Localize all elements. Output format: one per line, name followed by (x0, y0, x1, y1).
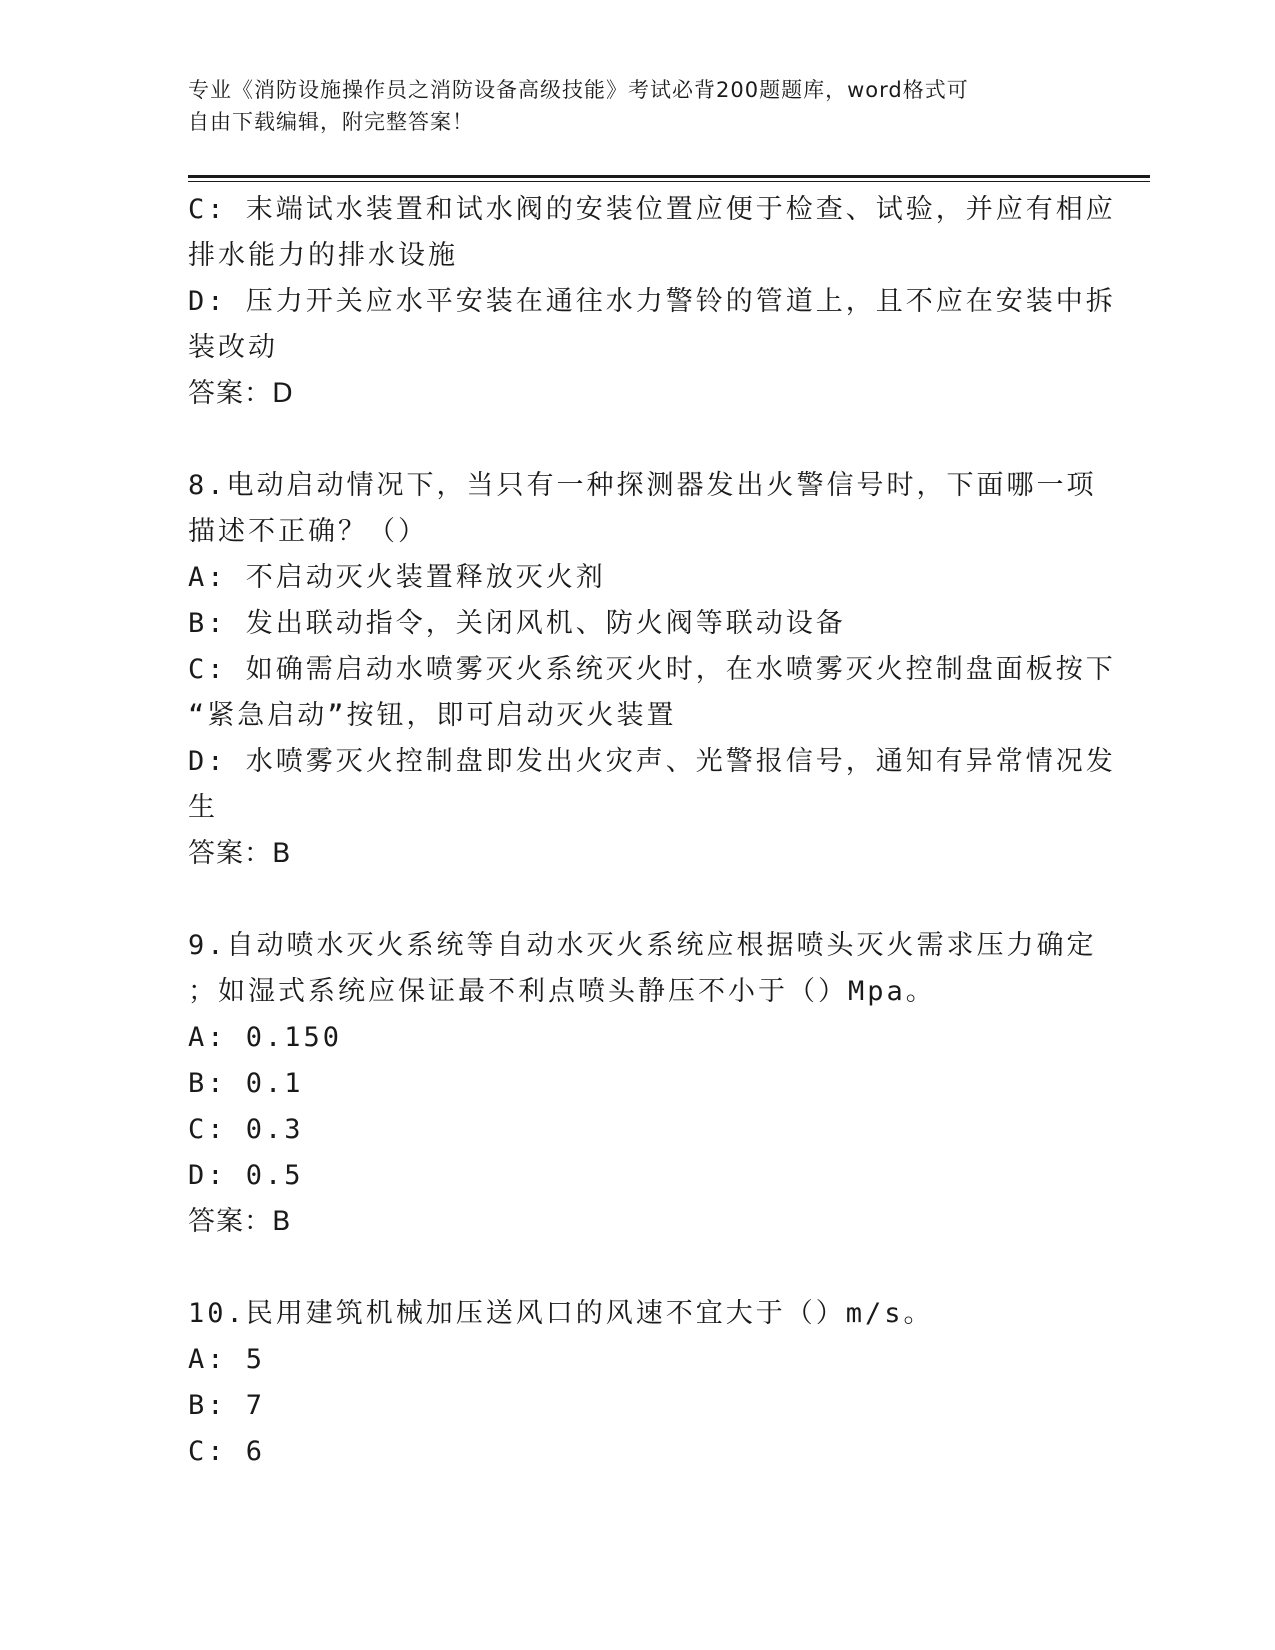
option-c: C: 0.3 (188, 1114, 304, 1145)
question-stem-line-1: 8.电动启动情况下，当只有一种探测器发出火警信号时，下面哪一项 (188, 470, 1097, 501)
option-a: A: 0.150 (188, 1022, 343, 1053)
option-a: A: 5 (188, 1344, 266, 1375)
document-header (188, 74, 1088, 138)
question-stem-line-2: 描述不正确？（） (188, 516, 428, 547)
option-c-line-1: C: 如确需启动水喷雾灭火系统灭火时，在水喷雾灭火控制盘面板按下 (188, 654, 1116, 685)
option-c-line-2: 排水能力的排水设施 (188, 240, 458, 271)
question-stem-line-2: ；如湿式系统应保证最不利点喷头静压不小于（）Mpa。 (188, 976, 936, 1007)
header-rule-thin (188, 181, 1150, 182)
answer-label: 答案：B (188, 838, 292, 869)
option-b: B: 0.1 (188, 1068, 304, 1099)
option-d-line-2: 装改动 (188, 332, 278, 363)
question-stem-line-1: 9.自动喷水灭火系统等自动水灭火系统应根据喷头灭火需求压力确定 (188, 930, 1097, 961)
option-b: B: 发出联动指令，关闭风机、防火阀等联动设备 (188, 608, 846, 639)
option-d-line-2: 生 (188, 792, 218, 823)
answer-label: 答案：D (188, 378, 294, 409)
option-c-line-2: “紧急启动”按钮，即可启动灭火装置 (188, 700, 677, 731)
question-7-tail (188, 187, 1116, 417)
option-d-line-1: D: 水喷雾灭火控制盘即发出火灾声、光警报信号，通知有异常情况发 (188, 746, 1116, 777)
header-line-2: 自由下载编辑，附完整答案！ (188, 110, 474, 134)
spacer (188, 1245, 1088, 1291)
question-9 (188, 923, 1097, 1245)
question-stem-line-1: 10.民用建筑机械加压送风口的风速不宜大于（）m/s。 (188, 1298, 934, 1329)
question-10 (188, 1291, 1088, 1475)
answer-label: 答案：B (188, 1206, 292, 1237)
question-content (188, 187, 1116, 1475)
header-rule-thick (188, 175, 1150, 178)
spacer (188, 417, 1088, 463)
header-line-1: 专业《消防设施操作员之消防设备高级技能》考试必背200题题库，word格式可 (188, 78, 969, 102)
spacer (188, 877, 1088, 923)
option-d-line-1: D: 压力开关应水平安装在通往水力警铃的管道上，且不应在安装中拆 (188, 286, 1116, 317)
option-c: C: 6 (188, 1436, 266, 1467)
option-b: B: 7 (188, 1390, 266, 1421)
question-8 (188, 463, 1116, 877)
option-c-line-1: C: 末端试水装置和试水阀的安装位置应便于检查、试验，并应有相应 (188, 194, 1116, 225)
option-a: A: 不启动灭火装置释放灭火剂 (188, 562, 606, 593)
option-d: D: 0.5 (188, 1160, 304, 1191)
